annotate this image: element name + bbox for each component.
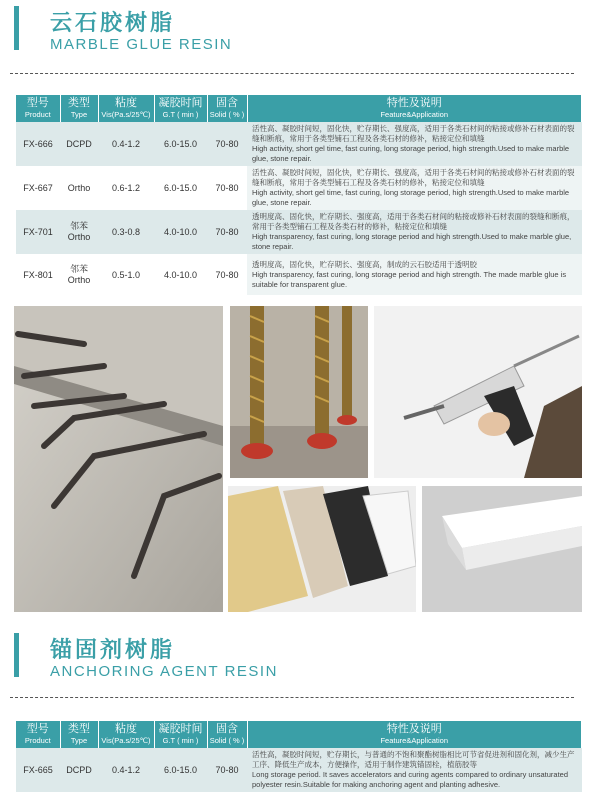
cell-product: FX-666 xyxy=(16,122,60,166)
cell-feature: 活性高、凝胶时间短，固化快，贮存期长、强度高，适用于各类石材间的粘接或修补石材表面的裂缝和断痕，常用于各类型铺石工程及各类石材的修补，粘接定位和填缝 High activity, short gel time, fast curing, long storage period, high strength.Used to make marble glue, stone repair. xyxy=(247,166,582,210)
marble-title-en: MARBLE GLUE RESIN xyxy=(50,36,233,53)
marble-edge-samples-photo xyxy=(228,486,416,612)
anchoring-spec-table xyxy=(16,721,582,792)
rebar-with-red-anchoring-agent-photo xyxy=(230,306,368,478)
rebar-anchors-in-concrete-photo xyxy=(14,306,223,612)
cell-type: DCPD xyxy=(60,748,98,792)
cell-viscosity: 0.4-1.2 xyxy=(98,748,154,792)
cell-type: 邻苯 Ortho xyxy=(60,210,98,254)
cell-solid: 70-80 xyxy=(207,210,247,254)
table-header-row xyxy=(16,95,582,122)
accent-bar xyxy=(14,6,19,50)
col-viscosity: 粘度 Vis(Pa.s/25℃) xyxy=(98,721,154,748)
col-viscosity: 粘度 Vis(Pa.s/25℃) xyxy=(98,95,154,122)
col-product: 型号 Product xyxy=(16,95,60,122)
cell-gel-time: 4.0-10.0 xyxy=(154,254,207,295)
white-stone-profile-photo xyxy=(422,486,582,612)
divider-dashed xyxy=(10,697,574,698)
marble-section-header xyxy=(14,6,584,56)
marble-title-cn: 云石胶树脂 xyxy=(50,11,176,36)
cell-feature: 活性高，凝胶时间短，贮存期长，与普通的不饱和聚酯树脂相比可节省促进剂和固化剂，减少生产工序、降低生产成本，方便操作，适用于制作建筑锚固栓，植筋胶等 Long storage period. It saves accelerators and curing agents compared to ordinary unsaturated polyester resin.Suitable for making anchoring agent and planting adhesive. xyxy=(247,748,582,792)
cell-product: FX-665 xyxy=(16,748,60,792)
col-solid: 固含 Solid ( % ) xyxy=(207,95,247,122)
table-row xyxy=(16,254,582,295)
cell-type: 邻苯 Ortho xyxy=(60,254,98,295)
col-type: 类型 Type xyxy=(60,721,98,748)
cell-product: FX-667 xyxy=(16,166,60,210)
cell-gel-time: 6.0-15.0 xyxy=(154,122,207,166)
cell-product: FX-801 xyxy=(16,254,60,295)
table-row xyxy=(16,166,582,210)
col-type: 类型 Type xyxy=(60,95,98,122)
cell-feature: 透明度高，固化快，贮存期长、强度高，制成的云石胶适用于透明胶 High transparency, fast curing, long storage period and high strength. The made marble glue is suitable for transparent glue. xyxy=(247,254,582,295)
table-row xyxy=(16,748,582,792)
cell-viscosity: 0.5-1.0 xyxy=(98,254,154,295)
col-gel-time: 凝胶时间 G.T ( min ) xyxy=(154,95,207,122)
anchoring-title-en: ANCHORING AGENT RESIN xyxy=(50,663,278,680)
cell-solid: 70-80 xyxy=(207,748,247,792)
cell-type: Ortho xyxy=(60,166,98,210)
cell-gel-time: 4.0-10.0 xyxy=(154,210,207,254)
marble-spec-table xyxy=(16,95,582,295)
cell-product: FX-701 xyxy=(16,210,60,254)
col-gel-time: 凝胶时间 G.T ( min ) xyxy=(154,721,207,748)
table-row xyxy=(16,122,582,166)
cell-gel-time: 6.0-15.0 xyxy=(154,748,207,792)
cell-solid: 70-80 xyxy=(207,166,247,210)
col-solid: 固含 Solid ( % ) xyxy=(207,721,247,748)
cell-solid: 70-80 xyxy=(207,254,247,295)
cell-feature: 活性高、凝胶时间短，固化快，贮存期长、强度高，适用于各类石材间的粘接或修补石材表面的裂缝和断痕，常用于各类型铺石工程及各类石材的修补，粘接定位和填缝 High activity, short gel time, fast curing, long storage period, high strength.Used to make marble glue, stone repair. xyxy=(247,122,582,166)
col-feature: 特性及说明 Feature&Application xyxy=(247,95,582,122)
table-header-row xyxy=(16,721,582,748)
accent-bar xyxy=(14,633,19,677)
cell-viscosity: 0.4-1.2 xyxy=(98,122,154,166)
col-feature: 特性及说明 Feature&Application xyxy=(247,721,582,748)
cell-feature: 透明度高、固化快，贮存期长、强度高，适用于各类石材间的粘接或修补石材表面的裂缝和断痕，常用于各类型铺石工程及各类石材的修补，粘接定位和填缝 High transparency, fast curing, long storage period and high strength.Used to make marble glue, stone repair. xyxy=(247,210,582,254)
cell-viscosity: 0.6-1.2 xyxy=(98,166,154,210)
anchoring-section-header xyxy=(14,633,584,683)
anchoring-title-cn: 锚固剂树脂 xyxy=(50,638,176,663)
cell-gel-time: 6.0-15.0 xyxy=(154,166,207,210)
divider-dashed xyxy=(10,73,574,74)
cell-solid: 70-80 xyxy=(207,122,247,166)
table-row xyxy=(16,210,582,254)
col-product: 型号 Product xyxy=(16,721,60,748)
cell-type: DCPD xyxy=(60,122,98,166)
glue-applicator-gun-photo xyxy=(374,306,582,478)
cell-viscosity: 0.3-0.8 xyxy=(98,210,154,254)
